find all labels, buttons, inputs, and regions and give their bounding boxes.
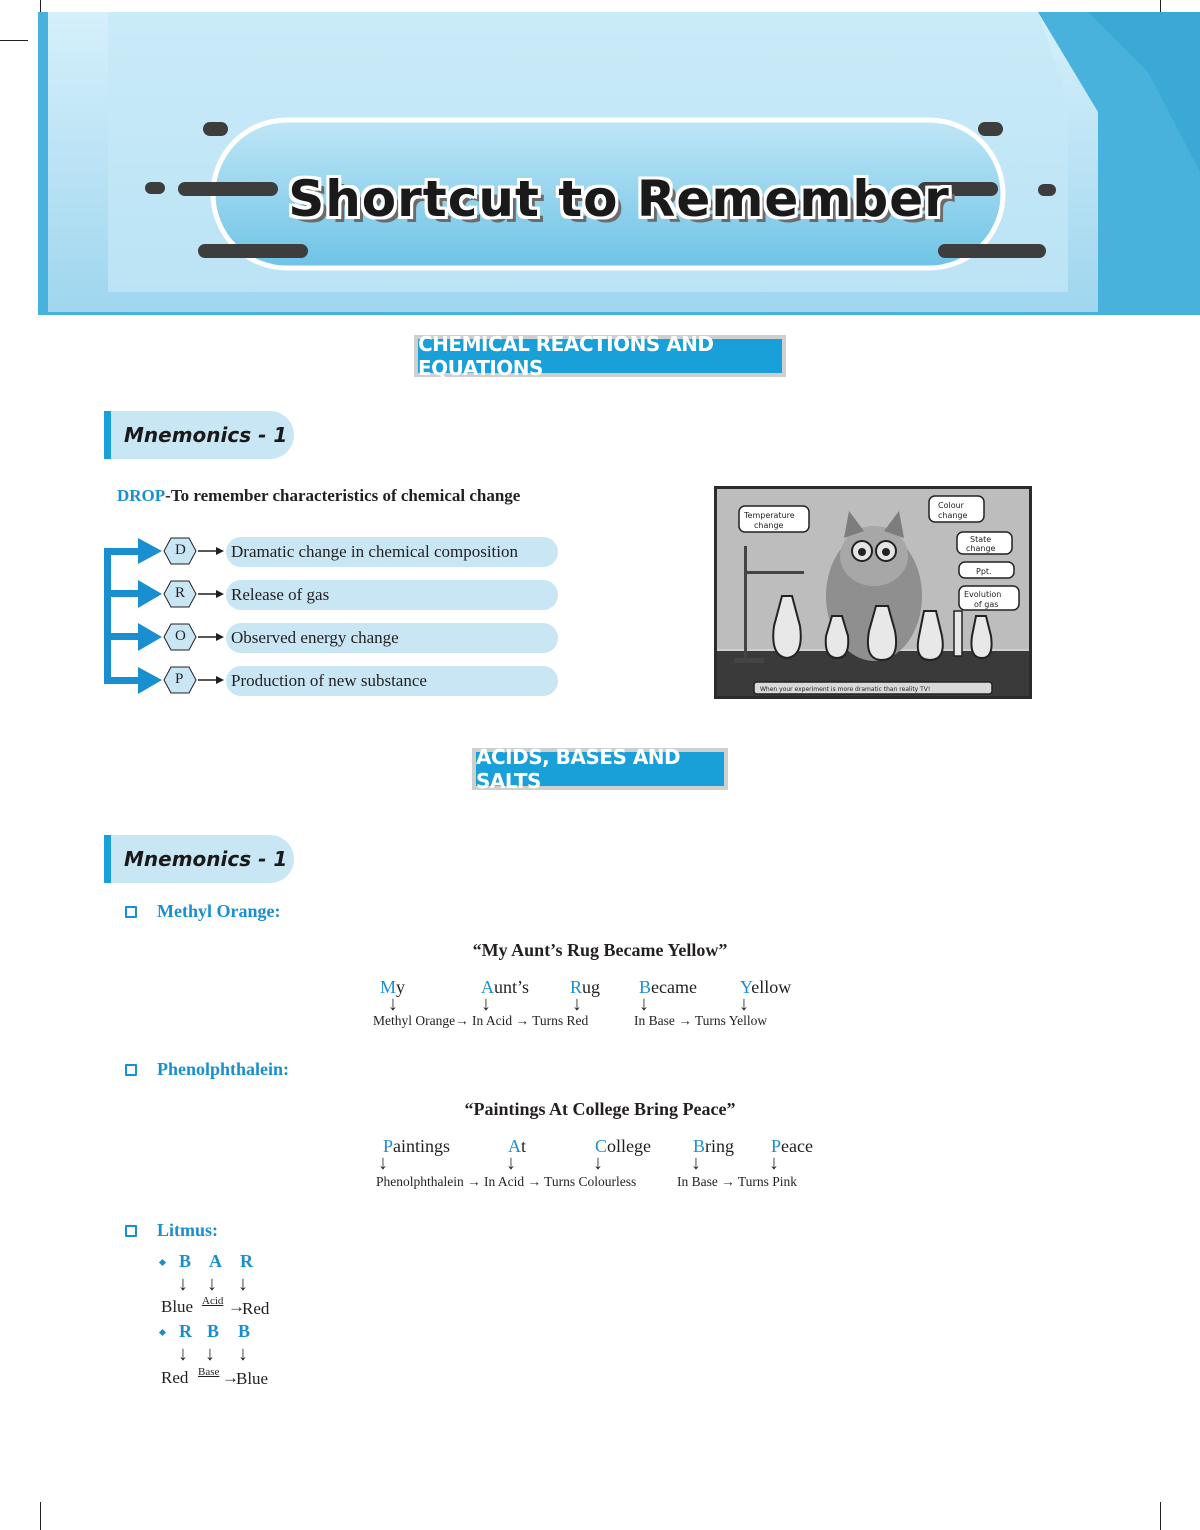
phenolphthalein-label: Phenolphthalein: — [157, 1059, 290, 1079]
svg-text:change: change — [754, 521, 784, 530]
methyl-orange-heading — [125, 901, 280, 922]
phenolphthalein-explanation-base: In Base → Turns Pink — [677, 1174, 798, 1189]
header-banner — [38, 12, 1200, 315]
methyl-orange-label: Methyl Orange: — [157, 901, 281, 921]
litmus-acid-letter: R — [240, 1251, 253, 1271]
methyl-orange-explanation: Methyl Orange→ In Acid → Turns Red — [373, 1013, 589, 1028]
cat-scientist-illustration — [714, 486, 1032, 699]
down-arrow-icon: ↓ — [238, 1343, 248, 1365]
drop-description: -To remember characteristics of chemical change — [165, 486, 521, 505]
litmus-acid-letter: A — [209, 1251, 222, 1271]
litmus-base-from: Red — [161, 1368, 189, 1387]
svg-text:When your experiment is more d: When your experiment is more dramatic than reality TV! — [760, 686, 931, 693]
drop-letter-r: R — [175, 585, 186, 601]
litmus-label: Litmus: — [157, 1220, 219, 1240]
drop-item-d: Dramatic change in chemical composition — [226, 537, 558, 567]
mnemonic-word: Yellow — [740, 977, 792, 997]
svg-text:change: change — [966, 544, 996, 553]
down-arrow-icon: ↓ — [207, 1273, 217, 1295]
checkbox-bullet-icon — [125, 1064, 137, 1076]
mnemonic-word: Peace — [771, 1136, 813, 1156]
drop-acronym: DROP — [117, 486, 166, 505]
down-arrow-icon: ↓ — [769, 1152, 779, 1174]
mnemonic-word: College — [595, 1136, 651, 1156]
down-arrow-icon: ↓ — [388, 993, 398, 1015]
phenolphthalein-phrase: “Paintings At College Bring Peace” — [464, 1099, 736, 1119]
down-arrow-icon: ↓ — [238, 1273, 248, 1295]
label-state-change: State — [970, 535, 992, 544]
mnemonic-tag: Mnemonics - 1 — [104, 835, 294, 883]
down-arrow-icon: ↓ — [178, 1343, 188, 1365]
diamond-bullet-icon — [159, 1329, 166, 1336]
down-arrow-icon: ↓ — [593, 1152, 603, 1174]
down-arrow-icon: ↓ — [639, 993, 649, 1015]
litmus-base-letter: B — [207, 1321, 220, 1341]
label-temperature-change: Temperature — [744, 511, 795, 520]
methyl-orange-phrase: “My Aunt’s Rug Became Yellow” — [472, 940, 728, 960]
litmus-base-over: Base — [198, 1366, 220, 1378]
litmus-acid-letter: B — [179, 1251, 192, 1271]
down-arrow-icon: ↓ — [506, 1152, 516, 1174]
arrow-right-icon: → — [222, 1368, 239, 1387]
mnemonic-word: At — [508, 1136, 527, 1156]
banner-title: Shortcut to Remember — [288, 170, 950, 228]
litmus-heading — [125, 1220, 218, 1241]
banner-graphic — [38, 12, 1200, 315]
drop-letter-p: P — [175, 671, 184, 687]
label-colour-change: Colour — [938, 501, 964, 510]
svg-text:change: change — [938, 511, 968, 520]
mnemonic-tag: Mnemonics - 1 — [104, 411, 294, 459]
drop-item-r: Release of gas — [226, 580, 558, 610]
crop-mark — [1160, 1502, 1161, 1530]
litmus-base-to: Blue — [236, 1369, 269, 1388]
litmus-base-letter: B — [238, 1321, 251, 1341]
drop-letter-o: O — [175, 628, 186, 644]
drop-item-p: Production of new substance — [226, 666, 558, 696]
arrow-right-icon: → — [228, 1297, 245, 1316]
litmus-acid-over: Acid — [202, 1295, 224, 1307]
mnemonic-word: Bring — [693, 1136, 735, 1156]
down-arrow-icon: ↓ — [481, 993, 491, 1015]
mnemonic-word: My — [380, 977, 406, 997]
down-arrow-icon: ↓ — [178, 1273, 188, 1295]
label-evolution-of-gas: Evolution — [964, 590, 1002, 599]
phenolphthalein-explanation: Phenolphthalein → In Acid → Turns Colourless — [376, 1174, 637, 1189]
label-ppt: Ppt. — [976, 567, 992, 576]
down-arrow-icon: ↓ — [378, 1152, 388, 1174]
down-arrow-icon: ↓ — [572, 993, 582, 1015]
drop-item-o: Observed energy change — [226, 623, 558, 653]
checkbox-bullet-icon — [125, 906, 137, 918]
mnemonic-word: Paintings — [383, 1136, 451, 1156]
mnemonic-word: Became — [639, 977, 697, 997]
mnemonic-word: Aunt’s — [481, 977, 530, 997]
litmus-acid-from: Blue — [161, 1297, 194, 1316]
down-arrow-icon: ↓ — [205, 1343, 215, 1365]
branch-arrow-icon — [100, 530, 230, 700]
svg-text:of gas: of gas — [974, 600, 999, 609]
drop-heading — [117, 486, 520, 506]
down-arrow-icon: ↓ — [739, 993, 749, 1015]
litmus-acid-to: Red — [242, 1299, 270, 1318]
crop-mark — [40, 1502, 41, 1530]
drop-letter-d: D — [175, 542, 186, 558]
section-title-chemical-reactions: CHEMICAL REACTIONS AND EQUATIONS — [418, 339, 782, 373]
mnemonic-word: Rug — [570, 977, 601, 997]
crop-mark — [0, 40, 28, 41]
checkbox-bullet-icon — [125, 1225, 137, 1237]
methyl-orange-explanation-base: In Base → Turns Yellow — [634, 1013, 768, 1028]
diamond-bullet-icon — [159, 1259, 166, 1266]
phenolphthalein-heading — [125, 1059, 289, 1080]
section-title-acids-bases-salts: ACIDS, BASES AND SALTS — [476, 752, 724, 786]
down-arrow-icon: ↓ — [691, 1152, 701, 1174]
litmus-base-letter: R — [179, 1321, 192, 1341]
